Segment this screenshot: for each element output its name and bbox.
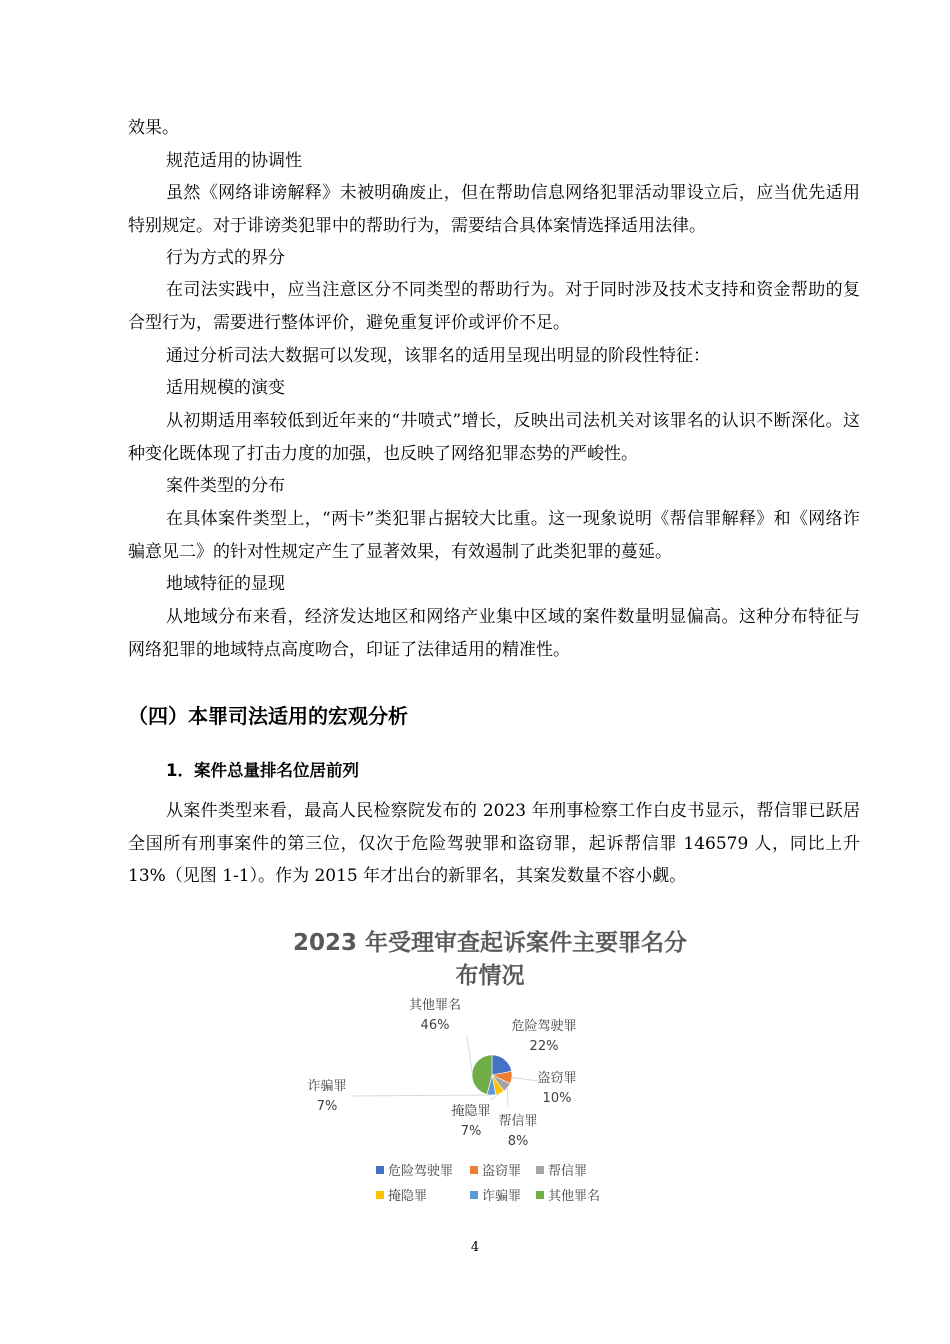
data-label-category-1: 危险驾驶罪	[511, 1019, 577, 1034]
legend-swatch-5	[470, 1191, 478, 1199]
pie-chart	[280, 920, 720, 1220]
legend-label-6: 其他罪名	[548, 1189, 601, 1204]
legend-swatch-2	[470, 1166, 478, 1174]
chart-title-line-1: 2023 年受理审查起诉案件主要罪名分	[292, 930, 688, 956]
leader-line-3	[507, 1088, 508, 1107]
data-label-category-3: 帮信罪	[498, 1114, 538, 1129]
paragraph-behavior: 在司法实践中，应当注意区分不同类型的帮助行为。对于同时涉及技术支持和资金帮助的复合型行为，需要进行整体评价，避免重复评价或评价不足。	[128, 280, 860, 333]
data-label-category-4: 掩隐罪	[451, 1104, 491, 1119]
legend-label-5: 诈骗罪	[482, 1189, 522, 1204]
paragraph-regional: 从地域分布来看，经济发达地区和网络产业集中区域的案件数量明显偏高。这种分布特征与网络犯罪的地域特点高度吻合，印证了法律适用的精准性。	[128, 607, 860, 660]
leader-line-2	[512, 1078, 538, 1081]
paragraph-analysis-intro: 通过分析司法大数据可以发现，该罪名的适用呈现出明显的阶段性特征：	[166, 346, 710, 366]
data-label-value-1: 22%	[529, 1039, 559, 1054]
data-label-value-2: 10%	[542, 1091, 572, 1106]
subsection-heading: 1．案件总量排名位居前列	[166, 761, 359, 780]
legend-swatch-6	[536, 1191, 544, 1199]
legend-label-1: 危险驾驶罪	[388, 1164, 454, 1179]
paragraph-coordination: 虽然《网络诽谤解释》未被明确废止，但在帮助信息网络犯罪活动罪设立后，应当优先适用特别规定。对于诽谤类犯罪中的帮助行为，需要结合具体案情选择适用法律。	[128, 183, 860, 236]
data-label-category-2: 盗窃罪	[537, 1071, 577, 1086]
subheading-scale: 适用规模的演变	[166, 378, 285, 398]
subheading-regional: 地域特征的显现	[166, 574, 285, 594]
legend-label-4: 掩隐罪	[388, 1189, 428, 1204]
chart-title-line-2: 布情况	[455, 963, 525, 989]
paragraph-continuation: 效果。	[128, 118, 179, 138]
page-number: 4	[470, 1240, 480, 1255]
legend-label-3: 帮信罪	[548, 1164, 588, 1179]
subheading-coordination: 规范适用的协调性	[166, 151, 302, 171]
subheading-case-types: 案件类型的分布	[166, 476, 285, 496]
data-label-value-3: 8%	[507, 1134, 529, 1149]
section-heading: （四）本罪司法适用的宏观分析	[128, 704, 408, 728]
legend-swatch-3	[536, 1166, 544, 1174]
data-label-category-5: 诈骗罪	[307, 1079, 347, 1094]
data-label-value-4: 7%	[460, 1124, 482, 1139]
data-label-category-6: 其他罪名	[408, 998, 462, 1013]
legend-swatch-4	[376, 1191, 384, 1199]
data-label-value-5: 7%	[316, 1099, 338, 1114]
paragraph-case-types: 在具体案件类型上，“两卡”类犯罪占据较大比重。这一现象说明《帮信罪解释》和《网络诈骗意见二》的针对性规定产生了显著效果，有效遏制了此类犯罪的蔓延。	[128, 509, 860, 562]
paragraph-case-ranking: 从案件类型来看，最高人民检察院发布的 2023 年刑事检察工作白皮书显示，帮信罪已跃居全国所有刑事案件的第三位，仅次于危险驾驶罪和盗窃罪，起诉帮信罪 146579 人，同比上升 13%（见图 1-1）。作为 2015 年才出台的新罪名，其案发数量不容小觑。	[128, 801, 860, 886]
legend-swatch-1	[376, 1166, 384, 1174]
data-label-value-6: 46%	[420, 1018, 450, 1033]
subheading-behavior: 行为方式的界分	[166, 248, 285, 268]
leader-line-5	[352, 1095, 491, 1096]
legend-label-2: 盗窃罪	[482, 1164, 522, 1179]
leader-line-6	[467, 1036, 472, 1072]
paragraph-scale: 从初期适用率较低到近年来的“井喷式”增长，反映出司法机关对该罪名的认识不断深化。这种变化既体现了打击力度的加强，也反映了网络犯罪态势的严峻性。	[128, 411, 860, 464]
